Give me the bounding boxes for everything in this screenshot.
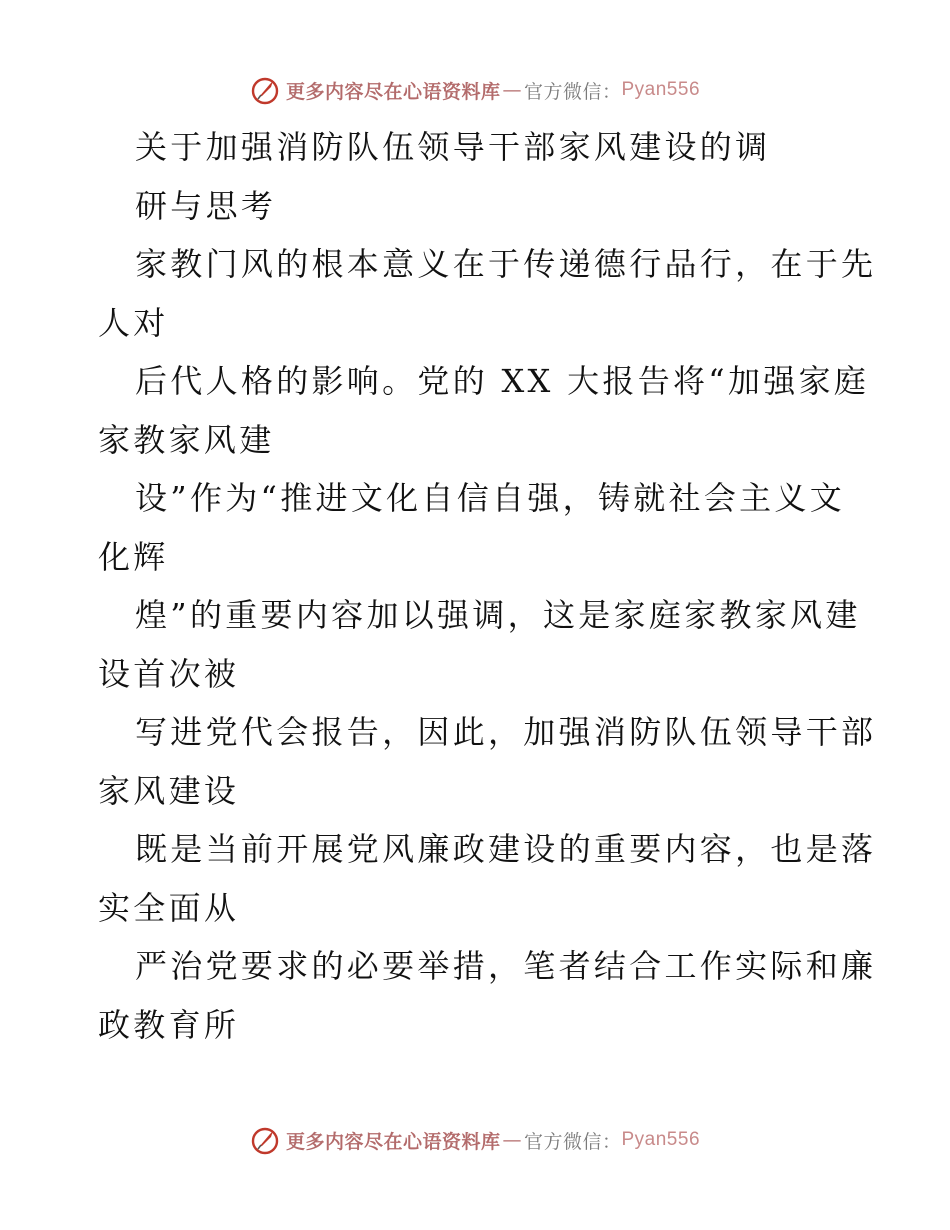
doc-paragraph-line: 设首次被 xyxy=(98,654,240,693)
doc-paragraph-line: 严治党要求的必要举措，笔者结合工作实际和廉 xyxy=(135,947,877,985)
quill-logo-icon xyxy=(250,1125,280,1155)
banner-contact-label: 官方微信： xyxy=(523,1130,622,1153)
banner-separator: — xyxy=(502,79,522,101)
doc-paragraph-line: 家教门风的根本意义在于传递德行品行，在于先 xyxy=(135,245,877,283)
banner-handle: Pyan556 xyxy=(621,79,701,100)
doc-paragraph-line: 家风建设 xyxy=(98,771,240,810)
doc-paragraph-line: 设”作为“推进文化自信自强，铸就社会主义文 xyxy=(135,479,846,517)
doc-paragraph-line: 后代人格的影响。党的 XX 大报告将“加强家庭 xyxy=(135,362,870,400)
doc-paragraph-line: 家教家风建 xyxy=(98,420,275,459)
doc-paragraph-line: 政教育所 xyxy=(98,1005,240,1044)
doc-title-line-2: 研与思考 xyxy=(135,186,277,225)
banner-site-text: 更多内容尽在心语资料库 xyxy=(285,80,501,103)
doc-paragraph-line: 既是当前开展党风廉政建设的重要内容，也是落 xyxy=(135,830,877,868)
quill-logo-icon xyxy=(250,75,280,105)
header-banner xyxy=(0,70,950,110)
banner-separator: — xyxy=(502,1129,522,1151)
doc-paragraph-line: 人对 xyxy=(98,303,169,342)
banner-contact-label: 官方微信： xyxy=(523,80,622,103)
banner-handle: Pyan556 xyxy=(621,1129,701,1150)
doc-paragraph-line: 实全面从 xyxy=(98,888,240,927)
doc-paragraph-line: 煌”的重要内容加以强调，这是家庭家教家风建 xyxy=(135,596,861,634)
doc-paragraph-line: 化辉 xyxy=(98,537,169,576)
doc-title-line-1: 关于加强消防队伍领导干部家风建设的调 xyxy=(135,128,771,166)
document-body xyxy=(98,118,877,1054)
doc-paragraph-line: 写进党代会报告，因此，加强消防队伍领导干部 xyxy=(135,713,877,751)
banner-site-text: 更多内容尽在心语资料库 xyxy=(285,1130,501,1153)
footer-banner xyxy=(0,1120,950,1160)
